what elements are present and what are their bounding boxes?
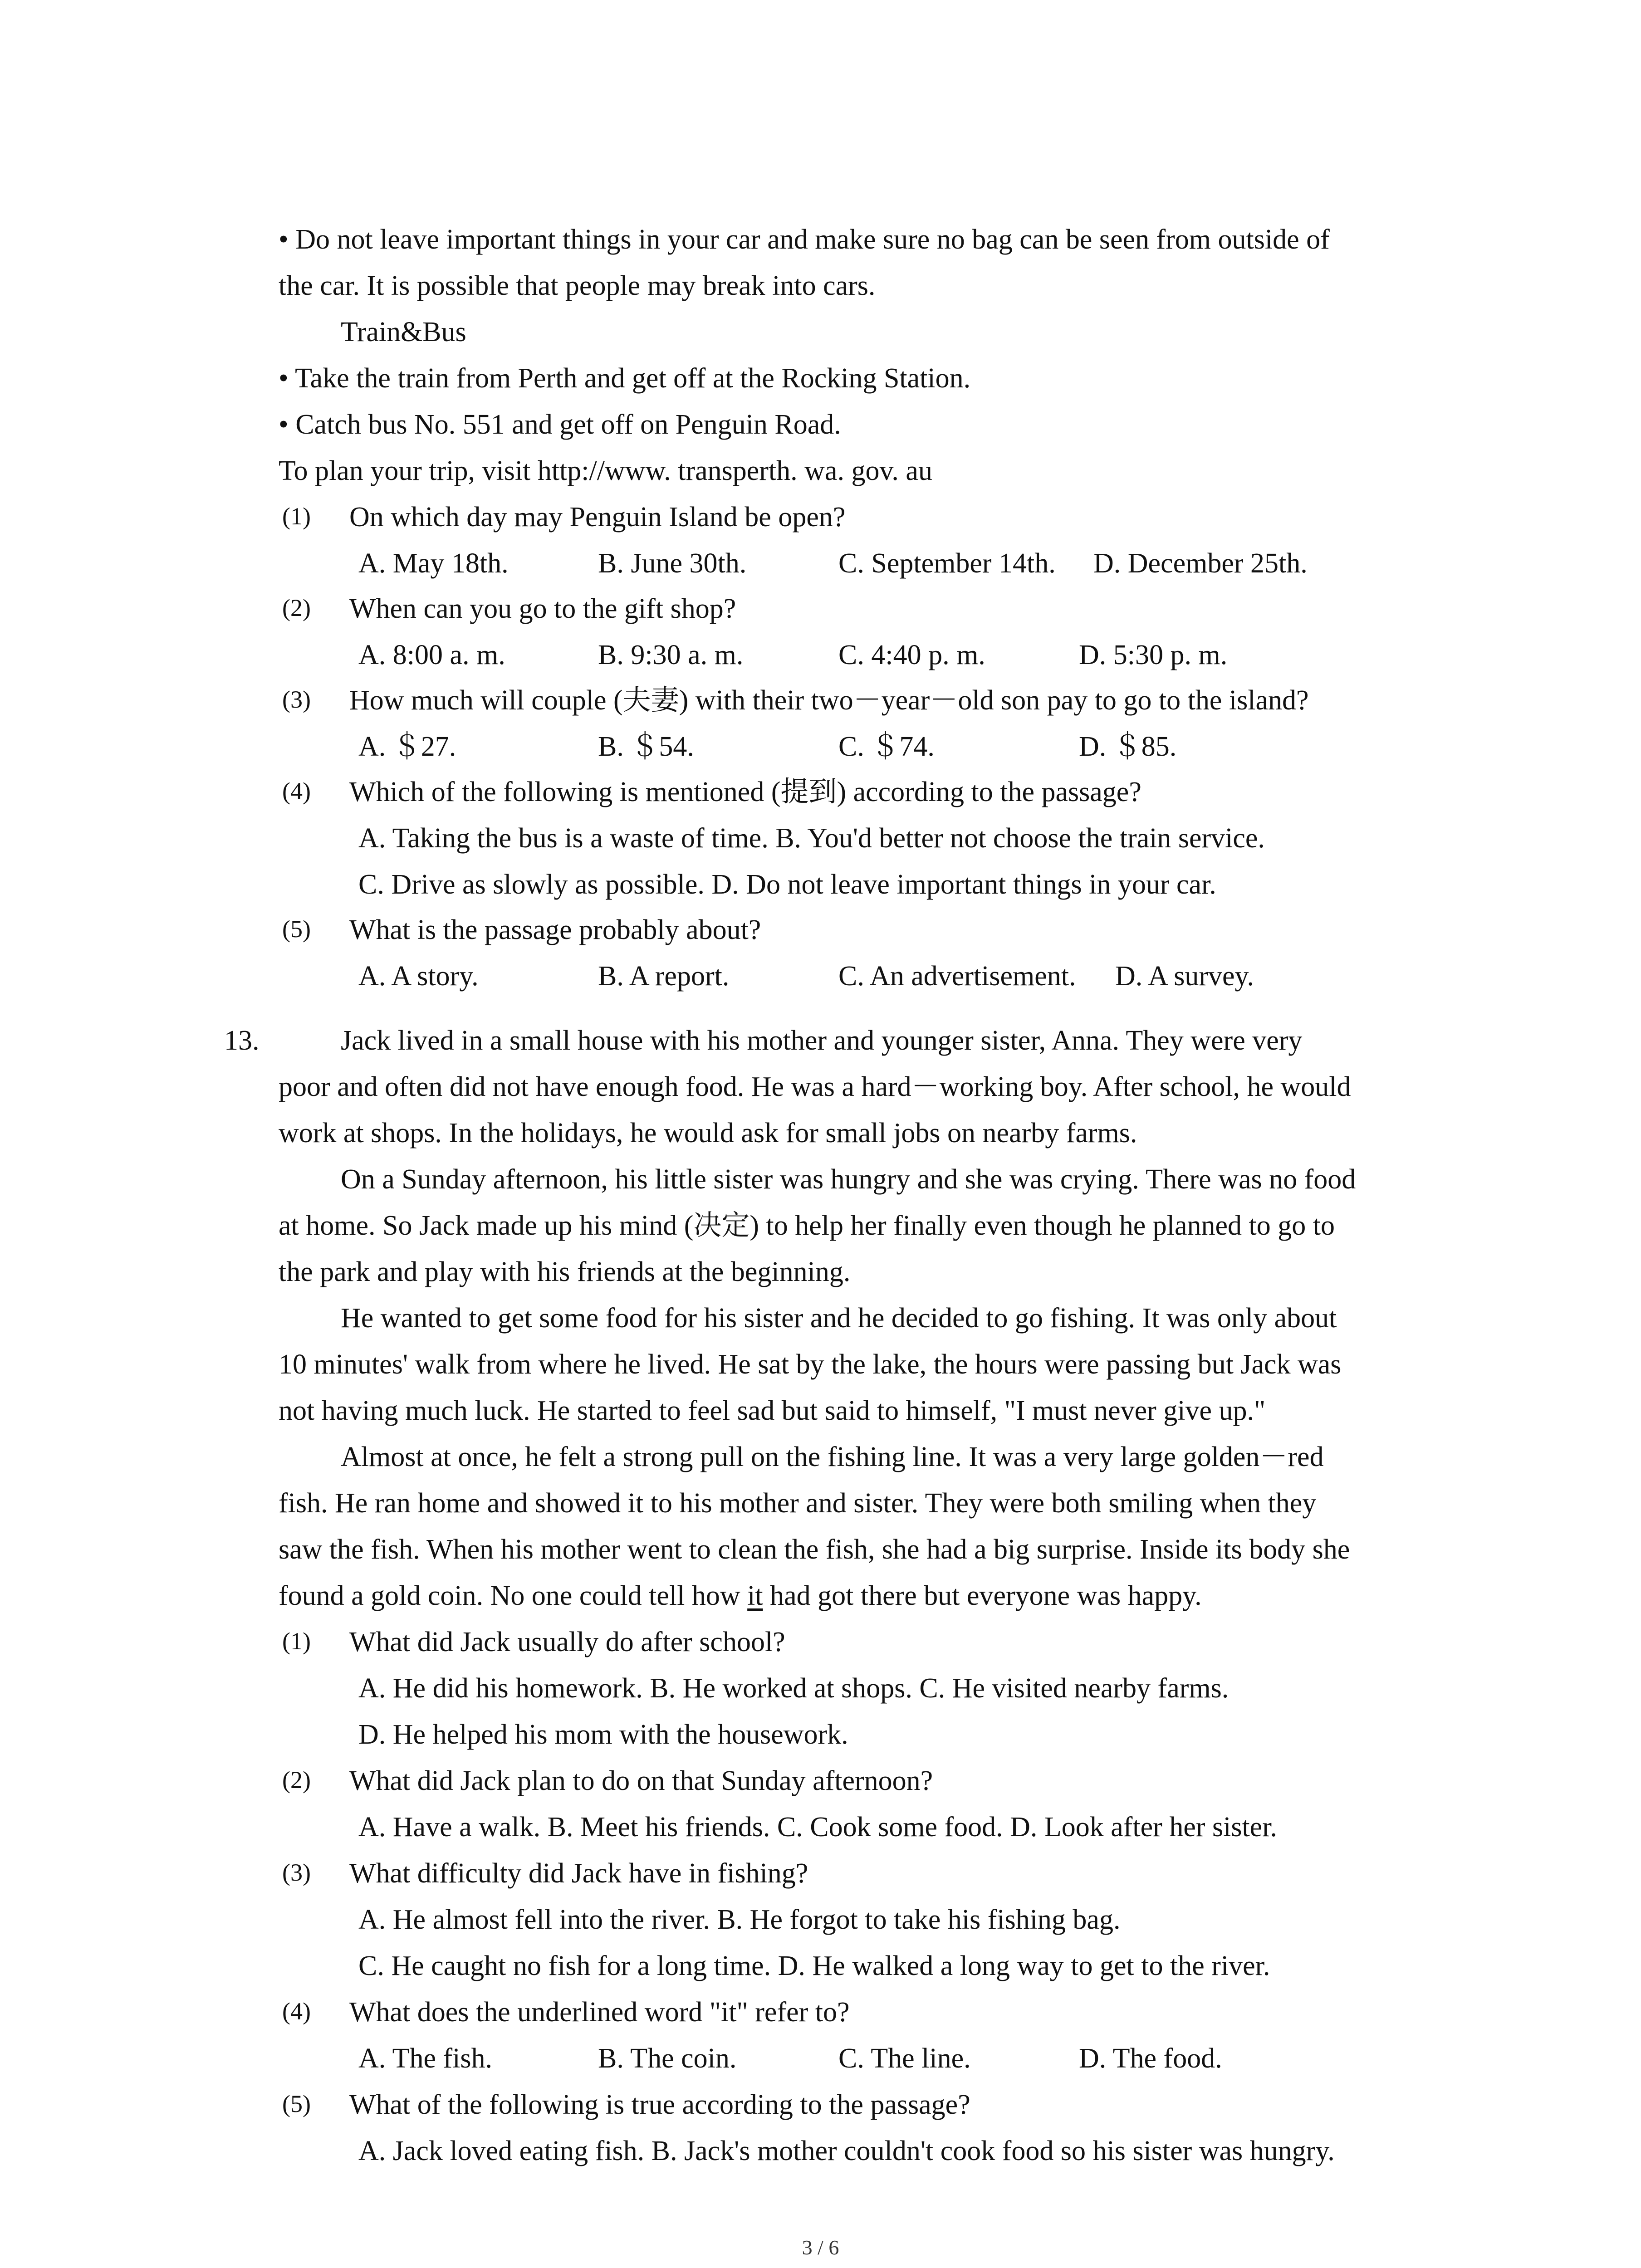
question-text: What did Jack usually do after school? [349,1627,785,1657]
option: D. December 25th. [1093,548,1308,579]
page-number: 3 / 6 [802,2236,839,2259]
intro-line: • Catch bus No. 551 and get off on Penguin Road. [279,409,841,440]
option: A. May 18th. [358,548,509,579]
passage-text: had got there but everyone was happy. [763,1580,1202,1611]
passage-line: not having much luck. He started to feel sad but said to himself, "I must never give up." [279,1395,1266,1426]
option: A. The fish. [358,2043,493,2074]
question-number: (1) [282,1628,311,1655]
question-number: (5) [282,915,311,943]
option: B. 9:30 a. m. [598,640,744,670]
question-text: Which of the following is mentioned (提到) according to the passage? [349,777,1141,807]
question-13-number: 13. [224,1025,260,1056]
passage-line-last [279,1578,1202,1614]
passage-text: found a gold coin. No one could tell how [279,1580,748,1611]
option: D. A survey. [1115,961,1254,992]
option: B. A report. [598,961,730,992]
question-text: What difficulty did Jack have in fishing? [349,1858,808,1889]
question-number: (3) [282,686,311,713]
options-row [358,637,1447,673]
question-number: (4) [282,777,311,805]
intro-line: • Take the train from Perth and get off at the Rocking Station. [279,363,971,394]
options-row [358,2040,1447,2077]
option-line: A. He almost fell into the river. B. He forgot to take his fishing bag. [358,1904,1121,1935]
intro-line: • Do not leave important things in your car and make sure no bag can be seen from outside of [279,224,1330,255]
question-number: (2) [282,1766,311,1794]
option: C. An advertisement. [838,961,1076,992]
question-text: What of the following is true according to the passage? [349,2089,970,2120]
option: A. 8:00 a. m. [358,640,505,670]
option: B. The coin. [598,2043,737,2074]
option: B. June 30th. [598,548,747,579]
option: A. ＄27. [358,731,456,762]
option-line: A. He did his homework. B. He worked at shops. C. He visited nearby farms. [358,1673,1229,1704]
option-line: A. Taking the bus is a waste of time. B. You'd better not choose the train service. [358,823,1265,854]
passage-line: He wanted to get some food for his sister and he decided to go fishing. It was only about [341,1303,1337,1334]
option-line: C. Drive as slowly as possible. D. Do not leave important things in your car. [358,869,1216,900]
question-number: (4) [282,1998,311,2025]
question-number: (1) [282,503,311,530]
passage-line: the park and play with his friends at the beginning. [279,1256,851,1287]
question-number: (2) [282,594,311,621]
options-row [358,545,1447,582]
option: D. 5:30 p. m. [1079,640,1228,670]
option: D. The food. [1079,2043,1222,2074]
question-number: (3) [282,1859,311,1886]
passage-line: work at shops. In the holidays, he would ask for small jobs on nearby farms. [279,1118,1137,1149]
passage-line: fish. He ran home and showed it to his mother and sister. They were both smiling when they [279,1488,1317,1519]
options-row [358,958,1447,994]
passage-line: Almost at once, he felt a strong pull on the fishing line. It was a very large golden－red [341,1442,1324,1472]
option: C. ＄74. [838,731,935,762]
option: B. ＄54. [598,731,694,762]
intro-heading-train-bus: Train&Bus [341,317,466,347]
option-line: A. Have a walk. B. Meet his friends. C. Cook some food. D. Look after her sister. [358,1812,1277,1843]
intro-line: the car. It is possible that people may break into cars. [279,270,876,301]
question-text: What is the passage probably about? [349,914,761,945]
passage-line: poor and often did not have enough food. He was a hard－working boy. After school, he would [279,1071,1351,1102]
question-text: What does the underlined word "it" refer to? [349,1997,850,2028]
passage-line: On a Sunday afternoon, his little sister was hungry and she was crying. There was no food [341,1164,1356,1195]
option-line: C. He caught no fish for a long time. D. He walked a long way to get to the river. [358,1950,1270,1981]
option-line: D. He helped his mom with the housework. [358,1719,848,1750]
option: C. 4:40 p. m. [838,640,985,670]
option-line: A. Jack loved eating fish. B. Jack's mother couldn't cook food so his sister was hungry. [358,2136,1335,2166]
question-text: How much will couple (夫妻) with their two－year－old son pay to go to the island? [349,685,1309,716]
question-text: On which day may Penguin Island be open? [349,502,846,533]
question-text: When can you go to the gift shop? [349,593,736,624]
option: C. The line. [838,2043,971,2074]
underlined-word-it: it [747,1580,763,1611]
intro-line: To plan your trip, visit http://www. transperth. wa. gov. au [279,455,932,486]
option: C. September 14th. [838,548,1056,579]
question-number: (5) [282,2090,311,2117]
options-row [358,728,1447,765]
passage-line: saw the fish. When his mother went to clean the fish, she had a big surprise. Inside its body she [279,1534,1350,1565]
option: A. A story. [358,961,479,992]
option: D. ＄85. [1079,731,1177,762]
passage-line: Jack lived in a small house with his mother and younger sister, Anna. They were very [341,1025,1303,1056]
passage-line: at home. So Jack made up his mind (决定) to help her finally even though he planned to go to [279,1210,1335,1241]
passage-line: 10 minutes' walk from where he lived. He sat by the lake, the hours were passing but Jack was [279,1349,1342,1380]
question-text: What did Jack plan to do on that Sunday afternoon? [349,1765,933,1796]
